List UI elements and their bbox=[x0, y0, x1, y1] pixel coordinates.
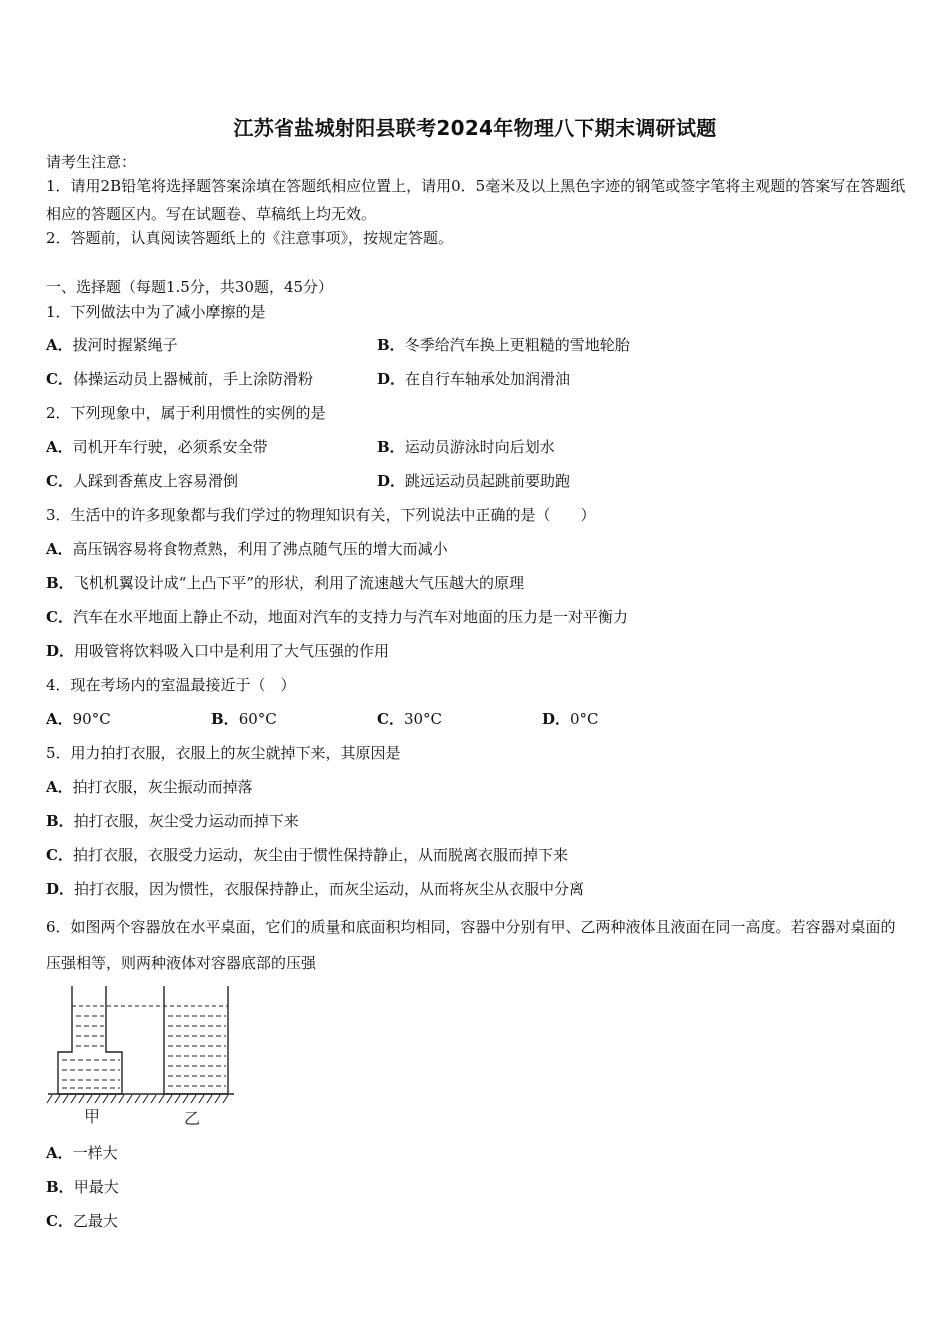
question-3-option-a: A．高压锅容易将食物煮熟，利用了沸点随气压的增大而减小 bbox=[46, 540, 448, 558]
label-jia: 甲 bbox=[84, 1107, 101, 1126]
label-yi: 乙 bbox=[184, 1109, 201, 1128]
container-yi-outline bbox=[164, 986, 228, 1094]
question-2-option-d: D．跳远运动员起跳前要助跑 bbox=[377, 472, 571, 490]
question-2-stem: 2．下列现象中，属于利用惯性的实例的是 bbox=[46, 404, 326, 422]
question-5-option-c: C．拍打衣服，衣服受力运动，灰尘由于惯性保持静止，从而脱离衣服而掉下来 bbox=[46, 846, 568, 864]
question-1-option-a: A．拔河时握紧绳子 bbox=[46, 336, 178, 354]
container-diagram bbox=[44, 978, 240, 1128]
section-heading: 一、选择题（每题1.5分，共30题，45分） bbox=[46, 278, 334, 296]
question-1-stem: 1．下列做法中为了减小摩擦的是 bbox=[46, 303, 266, 321]
question-3-stem: 3．生活中的许多现象都与我们学过的物理知识有关，下列说法中正确的是（ ） bbox=[46, 506, 596, 524]
question-4-option-a: A．90°C bbox=[46, 710, 111, 728]
question-2-option-b: B．运动员游泳时向后划水 bbox=[377, 438, 555, 456]
notice-heading: 请考生注意： bbox=[46, 153, 137, 171]
liquid-yi bbox=[168, 1016, 226, 1086]
question-4-option-d: D．0°C bbox=[542, 710, 599, 728]
question-1-option-b: B．冬季给汽车换上更粗糙的雪地轮胎 bbox=[377, 336, 630, 354]
question-5-option-d: D．拍打衣服，因为惯性，衣服保持静止，而灰尘运动，从而将灰尘从衣服中分离 bbox=[46, 880, 585, 898]
question-5-option-a: A．拍打衣服，灰尘振动而掉落 bbox=[46, 778, 253, 796]
question-5-option-b: B．拍打衣服，灰尘受力运动而掉下来 bbox=[46, 812, 299, 830]
question-6-option-c: C．乙最大 bbox=[46, 1212, 118, 1230]
exam-title: 江苏省盐城射阳县联考2024年物理八下期末调研试题 bbox=[233, 116, 717, 140]
notice-item-2: 2．答题前，认真阅读答题纸上的《注意事项》，按规定答题。 bbox=[46, 229, 454, 247]
question-1-option-d: D．在自行车轴承处加润滑油 bbox=[377, 370, 571, 388]
question-4-option-b: B．60°C bbox=[211, 710, 277, 728]
question-4-option-c: C．30°C bbox=[377, 710, 443, 728]
question-3-option-d: D．用吸管将饮料吸入口中是利用了大气压强的作用 bbox=[46, 642, 390, 660]
question-6-stem: 6．如图两个容器放在水平桌面，它们的质量和底面积均相同，容器中分别有甲、乙两种液体且液面在同一高度。若容器对桌面的压强相等，则两种液体对容器底部的压强 bbox=[46, 918, 896, 972]
question-6-option-b: B．甲最大 bbox=[46, 1178, 119, 1196]
question-6-option-a: A．一样大 bbox=[46, 1144, 118, 1162]
container-jia-outline bbox=[58, 986, 122, 1094]
question-5-stem: 5．用力拍打衣服，衣服上的灰尘就掉下来，其原因是 bbox=[46, 744, 401, 762]
question-3-option-b: B．飞机机翼设计成“上凸下平”的形状，利用了流速越大气压越大的原理 bbox=[46, 574, 525, 592]
notice-item-1: 1．请用2B铅笔将选择题答案涂填在答题纸相应位置上，请用0．5毫米及以上黑色字迹的钢笔或签字笔将主观题的答案写在答题纸相应的答题区内。写在试题卷、草稿纸上均无效。 bbox=[46, 177, 906, 223]
question-2-option-a: A．司机开车行驶，必须系安全带 bbox=[46, 438, 268, 456]
question-2-option-c: C．人踩到香蕉皮上容易滑倒 bbox=[46, 472, 238, 490]
question-1-option-c: C．体操运动员上器械前，手上涂防滑粉 bbox=[46, 370, 313, 388]
question-4-stem: 4．现在考场内的室温最接近于（ ） bbox=[46, 676, 296, 694]
table-hatching bbox=[47, 1095, 228, 1103]
question-3-option-c: C．汽车在水平地面上静止不动，地面对汽车的支持力与汽车对地面的压力是一对平衡力 bbox=[46, 608, 628, 626]
